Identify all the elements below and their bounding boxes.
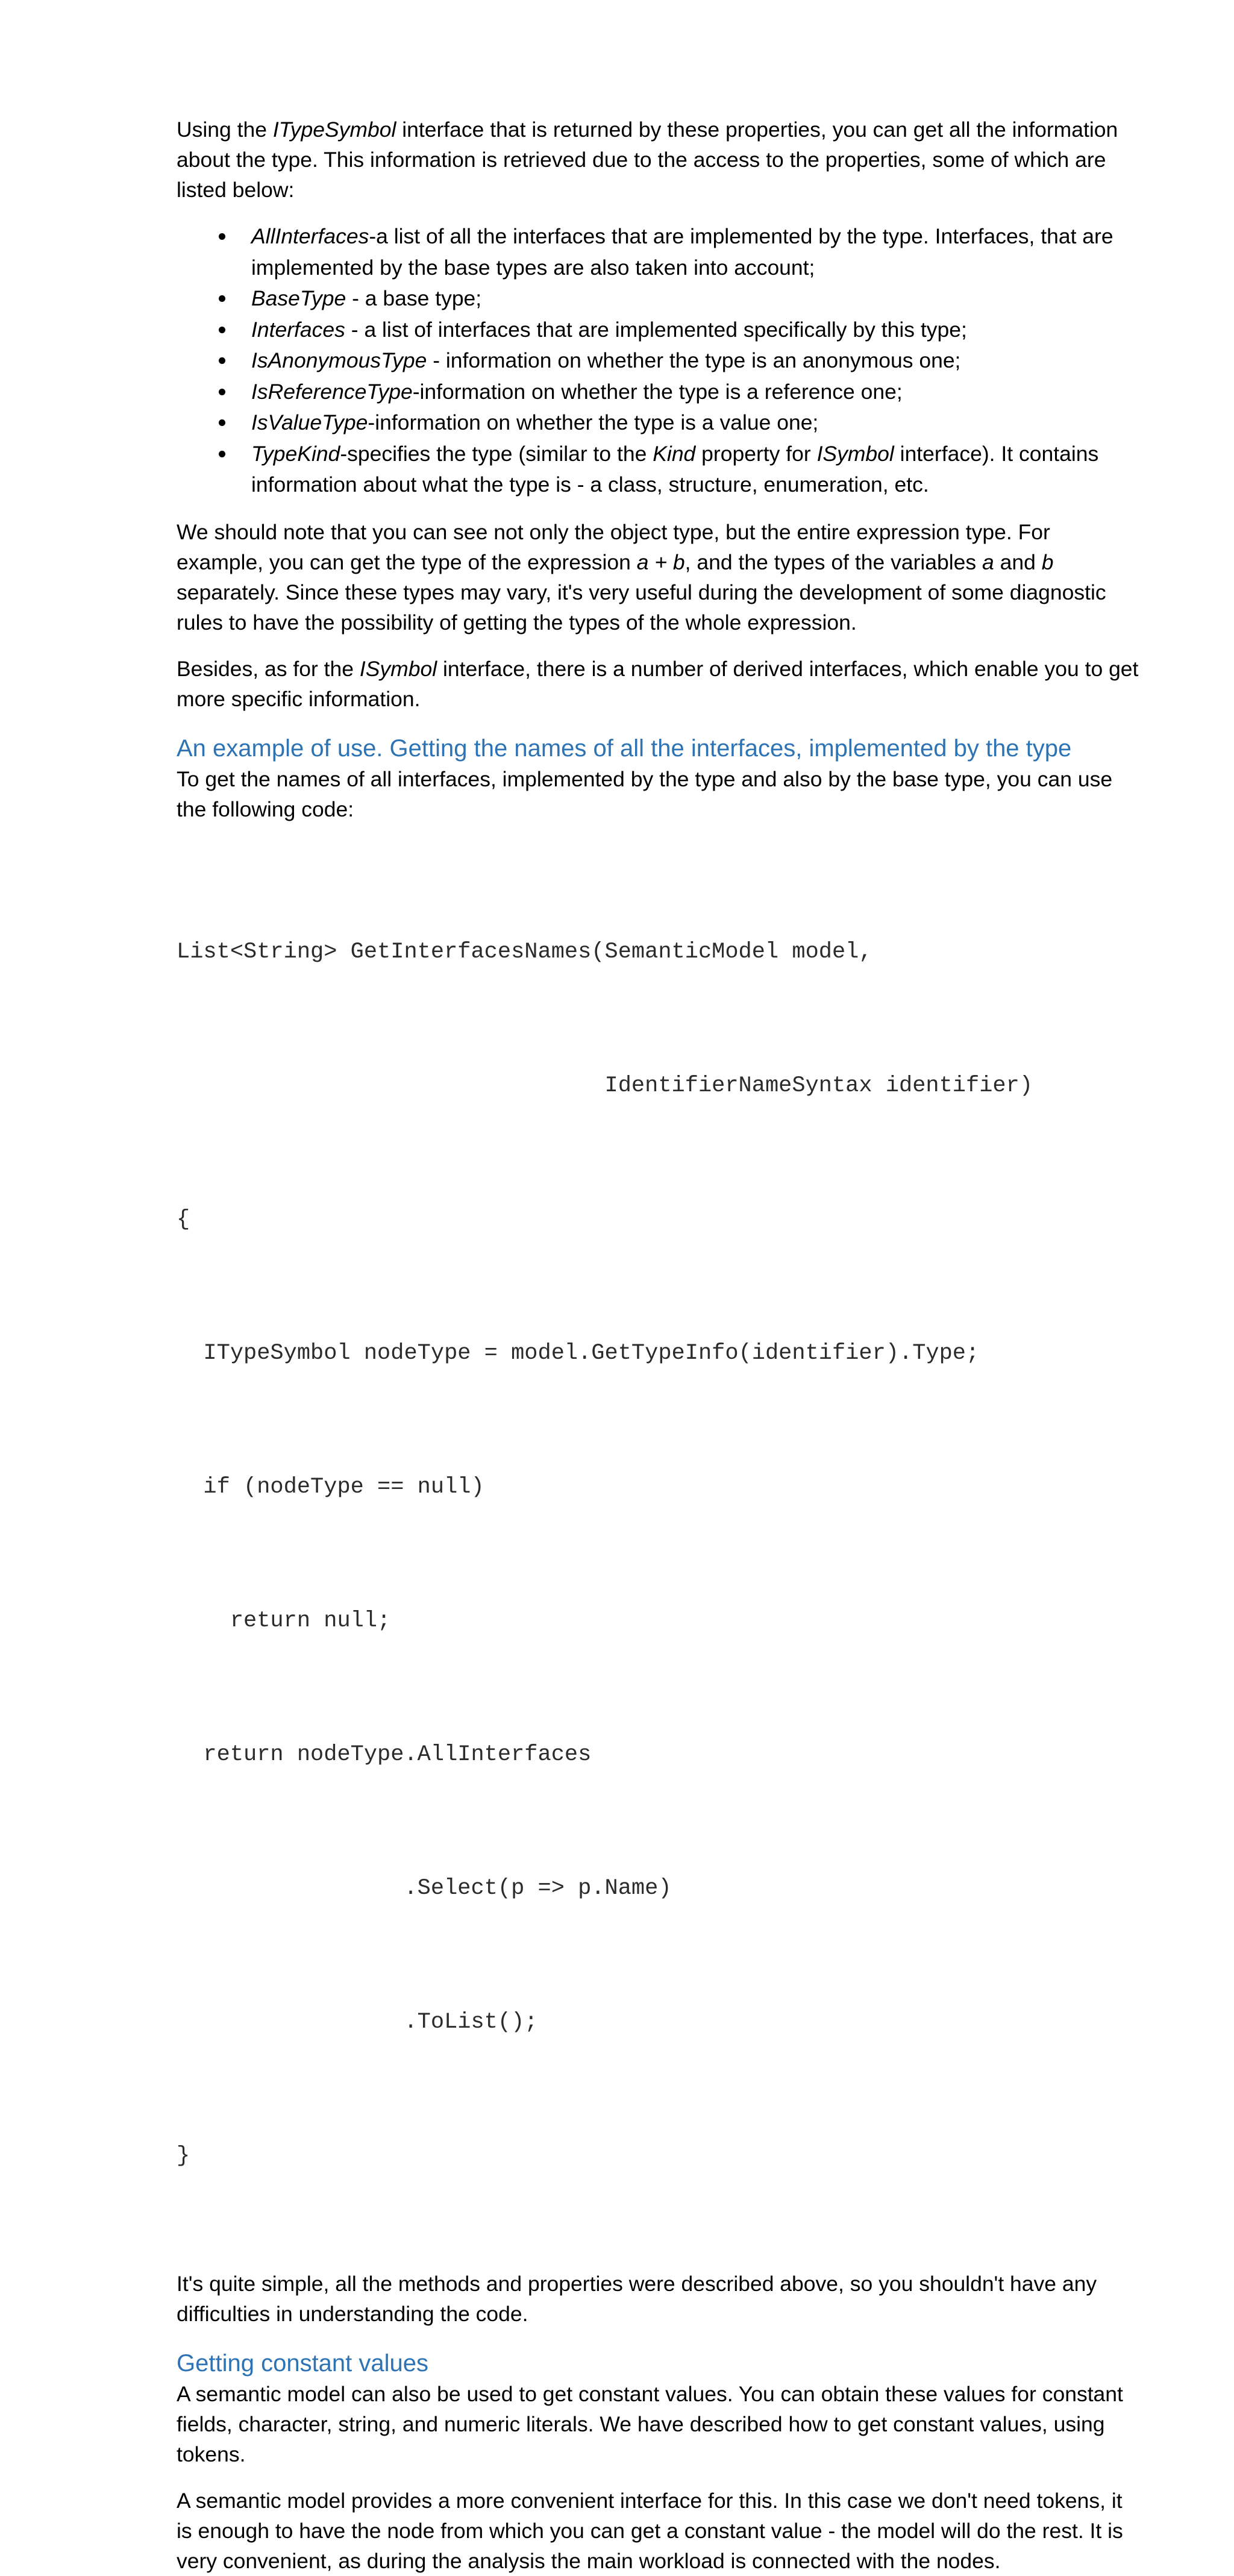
code-line: { [177,1206,190,1232]
property-name: IsValueType [251,410,368,434]
code-line: } [177,2143,190,2169]
property-name: TypeKind [251,441,340,466]
section-heading-example: An example of use. Getting the names of all the interfaces, implemented by the type [177,735,1072,762]
bullet-icon [219,419,225,426]
constants-paragraph: A semantic model can also be used to get constant values. You can obtain these values for constant fields, character, string, and numeric literals. We have described how to get constant values, using tokens. [177,2381,1123,2466]
bullet-icon [219,295,225,302]
list-item [177,377,1141,408]
code-line: .Select(p => p.Name) [177,1875,672,1901]
code-line: IdentifierNameSyntax identifier) [177,1073,1033,1098]
code-line: .ToList(); [177,2009,538,2035]
section-heading-constants: Getting constant values [177,2349,429,2377]
property-name: Interfaces [251,317,345,342]
isymbol-term: ISymbol [816,441,894,466]
code-line: ITypeSymbol nodeType = model.GetTypeInfo(identifier).Type; [177,1340,980,1366]
property-description: -specifies the type (similar to the [340,441,653,466]
list-item [177,221,1141,283]
variable-b: b [1041,550,1054,574]
derived-interfaces-paragraph [177,654,1141,714]
property-list [177,221,1141,501]
code-block [177,841,1141,2267]
list-item [177,439,1141,501]
property-description: - information on whether the type is an anonymous one; [427,348,961,372]
para2-text-4: separately. Since these types may vary, it's very useful during the development of some diagnostic rules to have the possibility of getting the types of the whole expression. [177,580,1106,635]
variable-a: a [982,550,994,574]
isymbol-term: ISymbol [359,656,437,681]
bullet-icon [219,451,225,457]
property-name: BaseType [251,286,346,310]
bullet-icon [219,357,225,364]
para2-text-2: , and the types of the variables [684,550,983,574]
intro-itypesymbol: ITypeSymbol [272,118,396,142]
intro-paragraph [177,114,1141,205]
expression-a-plus-b: a + b [636,550,685,574]
para2-text-3: and [994,550,1042,574]
property-description: -a list of all the interfaces that are implemented by the type. Interfaces, that are implemented by the base types are also taken into account; [251,224,1113,280]
property-description: - a list of interfaces that are implemented specifically by this type; [345,317,967,342]
para3-text-1: Besides, as for the [177,656,360,681]
code-line: List<String> GetInterfacesNames(SemanticModel model, [177,939,872,965]
code-line: return null; [177,1608,391,1634]
list-item [177,315,1141,346]
property-description: -information on whether the type is a reference one; [412,379,903,404]
property-name: IsAnonymousType [251,348,427,372]
list-item [177,283,1141,315]
intro-text-2: interface that is returned by these properties, you can get all the information about the type. This information is retrieved due to the access to the properties, some of which are listed below: [177,118,1118,202]
code-line: if (nodeType == null) [177,1474,484,1500]
expression-type-paragraph [177,517,1141,638]
property-description: - a base type; [346,286,482,310]
intro-text-1: Using the [177,118,273,142]
bullet-icon [219,327,225,333]
semantic-model-paragraph: A semantic model provides a more convenient interface for this. In this case we don't need tokens, it is enough to have the node from which you can get a constant value - the model will do the rest. It is very convenient, as during the analysis the main workload is connected with the nodes. [177,2488,1123,2573]
list-item [177,407,1141,439]
code-intro-paragraph: To get the names of all interfaces, implemented by the type and also by the base type, you can use the following code: [177,766,1113,821]
bullet-icon [219,233,225,240]
bullet-icon [219,389,225,395]
page-content [177,114,1141,2576]
para3-text-2: interface, there is a number of derived interfaces, which enable you to get more specific information. [177,656,1139,711]
para2-text-1: We should note that you can see not only the object type, but the entire expression type. For example, you can get the type of the expression [177,519,1050,574]
property-description: -information on whether the type is a value one; [368,410,819,434]
code-explanation-paragraph: It's quite simple, all the methods and properties were described above, so you shouldn't have any difficulties in understanding the code. [177,2271,1097,2326]
property-description-cont: property for [695,441,817,466]
property-name: AllInterfaces [251,224,369,248]
code-line: return nodeType.AllInterfaces [177,1741,592,1767]
list-item [177,345,1141,377]
property-name: IsReferenceType [251,379,413,404]
property-description-end: interface). It contains information about what the type is - a class, structure, enumeration, etc. [251,441,1099,497]
kind-term: Kind [653,441,696,466]
